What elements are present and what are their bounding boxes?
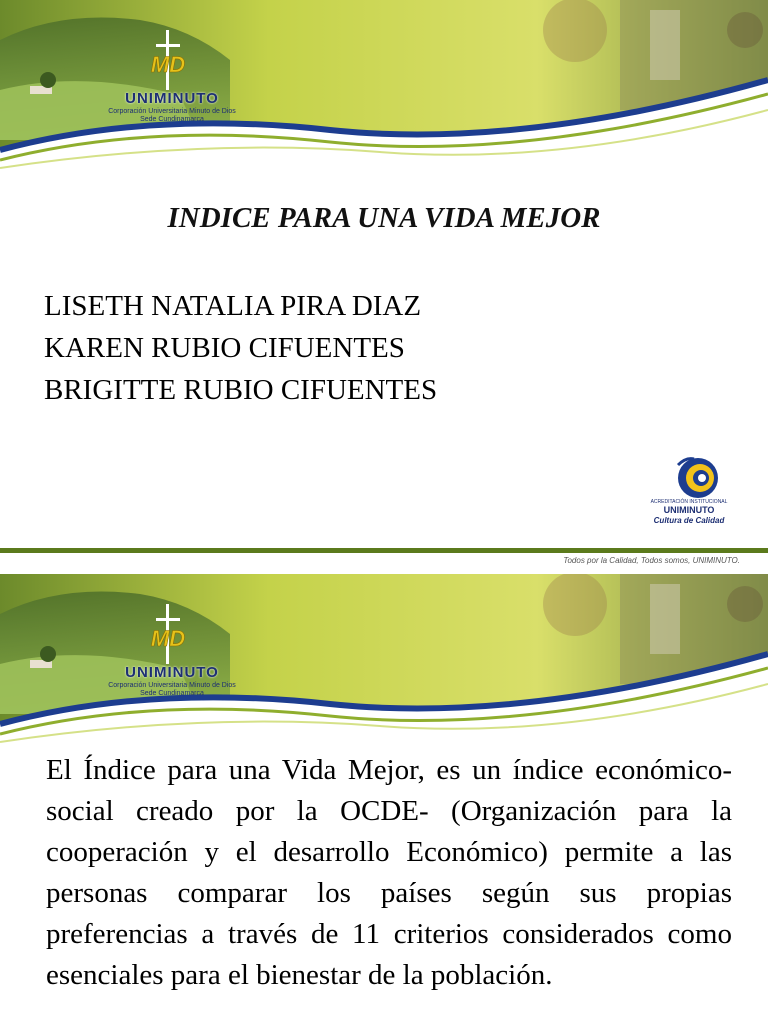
accreditation-line-1: ACREDITACIÓN INSTITUCIONAL	[650, 499, 728, 505]
logo-subtitle-1: Corporación Universitaria Minuto de Dios	[108, 682, 236, 689]
logo-subtitle-1: Corporación Universitaria Minuto de Dios	[108, 108, 236, 115]
footer-tagline: Todos por la Calidad, Todos somos, UNIMINUTO.	[563, 556, 740, 565]
author-list	[44, 285, 437, 411]
accreditation-line-2: UNIMINUTO	[663, 505, 715, 515]
logo-name: UNIMINUTO	[125, 664, 219, 681]
uniminuto-logo	[92, 604, 252, 704]
author-item: KAREN RUBIO CIFUENTES	[44, 332, 405, 364]
author-item: LISETH NATALIA PIRA DIAZ	[44, 290, 422, 322]
accreditation-logo	[636, 455, 742, 530]
logo-subtitle-2: Sede Cundinamarca	[140, 116, 204, 123]
accreditation-line-3: Cultura de Calidad	[653, 516, 725, 525]
md-cross-icon	[140, 604, 196, 668]
md-mark: MD	[150, 52, 186, 77]
logo-name: UNIMINUTO	[125, 90, 219, 107]
md-mark: MD	[150, 626, 186, 651]
uniminuto-logo	[92, 30, 252, 130]
slide-title: INDICE PARA UNA VIDA MEJOR	[167, 202, 601, 234]
logo-subtitle-2: Sede Cundinamarca	[140, 690, 204, 697]
author-item: BRIGITTE RUBIO CIFUENTES	[44, 374, 438, 406]
accreditation-seal-icon	[672, 455, 722, 501]
md-cross-icon	[140, 30, 196, 94]
slide-footer	[0, 548, 768, 574]
footer-bar	[0, 548, 768, 553]
content-slide	[0, 574, 768, 1024]
body-paragraph: El Índice para una Vida Mejor, es un índice económico-social creado por la OCDE- (Organización para la cooperación y el desarrollo Económico) permite a las personas comparar los países según sus propias preferencias a través de 11 criterios considerados como esenciales para el bienestar de la población.	[46, 754, 732, 991]
